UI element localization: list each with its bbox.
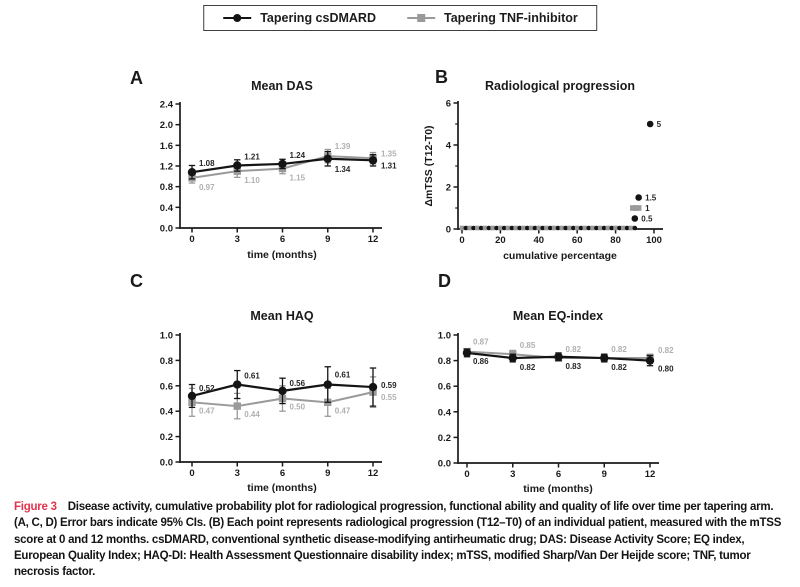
legend-item-csdmard [222,11,376,25]
svg-text:0.0: 0.0 [159,223,173,235]
svg-text:C: C [130,271,143,291]
svg-text:80: 80 [610,235,621,246]
svg-text:0.55: 0.55 [381,393,397,403]
svg-text:40: 40 [533,235,545,246]
svg-text:Radiological progression: Radiological progression [484,79,636,93]
svg-text:1.24: 1.24 [289,150,306,160]
svg-text:0.61: 0.61 [244,371,260,381]
svg-text:0.0: 0.0 [437,458,451,470]
svg-text:0.82: 0.82 [611,345,627,355]
panel-c-mean-haq-chart [100,262,420,497]
svg-text:cumulative percentage: cumulative percentage [503,250,617,262]
svg-text:0.87: 0.87 [473,337,489,347]
svg-text:20: 20 [495,235,506,246]
legend-item-tnf [406,11,578,25]
svg-text:time (months): time (months) [523,483,593,495]
svg-text:0.2: 0.2 [437,432,451,444]
svg-text:2.4: 2.4 [159,99,173,111]
svg-text:0: 0 [445,224,451,236]
chart-legend [203,5,597,31]
svg-text:1: 1 [645,204,650,213]
svg-text:time (months): time (months) [247,482,317,494]
svg-text:0.5: 0.5 [641,214,653,224]
svg-text:Mean HAQ: Mean HAQ [250,309,314,323]
svg-text:1.08: 1.08 [199,159,215,169]
svg-text:ΔmTSS (T12-T0): ΔmTSS (T12-T0) [423,125,435,207]
svg-text:B: B [435,67,448,87]
svg-text:6: 6 [279,234,286,245]
svg-text:0.8: 0.8 [437,356,451,368]
svg-text:1.5: 1.5 [645,193,657,203]
svg-text:9: 9 [325,234,331,245]
svg-text:0.6: 0.6 [437,381,451,393]
svg-text:2: 2 [445,182,451,194]
panel-b-radiological-progression-chart [420,58,760,262]
svg-text:0.50: 0.50 [289,402,306,412]
svg-text:1.2: 1.2 [159,161,173,173]
svg-text:9: 9 [325,468,331,479]
svg-text:1.15: 1.15 [289,173,306,183]
svg-text:1.39: 1.39 [334,142,351,152]
svg-text:0.82: 0.82 [611,363,627,373]
svg-text:0.4: 0.4 [159,406,173,418]
svg-text:A: A [130,68,143,88]
svg-text:0.83: 0.83 [565,361,582,371]
svg-text:1.6: 1.6 [159,140,173,152]
svg-text:1.0: 1.0 [437,330,451,342]
svg-text:0.97: 0.97 [199,182,215,192]
svg-text:0.6: 0.6 [159,381,173,393]
panel-a-mean-das-chart [100,58,420,262]
svg-text:0.82: 0.82 [658,346,674,356]
figure-caption-label: Figure 3 [14,501,57,513]
svg-text:9: 9 [601,469,607,480]
svg-text:5: 5 [656,120,662,129]
legend-label-csdmard: Tapering csDMARD [260,11,376,25]
svg-text:3: 3 [234,468,240,479]
svg-text:12: 12 [367,234,379,245]
svg-text:0: 0 [189,468,195,479]
svg-text:0.4: 0.4 [437,407,451,419]
svg-text:1.35: 1.35 [381,149,397,159]
legend-label-tnf: Tapering TNF-inhibitor [443,11,578,25]
panel-d-mean-eq-index-chart [415,262,765,497]
svg-text:6: 6 [555,469,562,480]
svg-text:6: 6 [279,468,286,479]
svg-text:1.34: 1.34 [334,164,351,174]
svg-text:12: 12 [644,469,656,480]
svg-text:3: 3 [510,469,516,480]
svg-text:time (months): time (months) [247,249,317,261]
svg-text:100: 100 [646,235,662,246]
svg-text:12: 12 [367,468,379,479]
svg-text:60: 60 [571,235,583,246]
csdmard-line-circle-icon [222,12,252,24]
svg-text:0.8: 0.8 [159,355,173,367]
svg-text:0.47: 0.47 [334,406,351,416]
svg-text:0.61: 0.61 [334,370,351,380]
svg-text:0.82: 0.82 [565,345,582,355]
svg-text:0.86: 0.86 [473,356,489,366]
svg-text:0.56: 0.56 [289,378,306,388]
svg-text:2.0: 2.0 [159,120,173,132]
svg-text:Mean DAS: Mean DAS [251,79,313,93]
svg-text:0.44: 0.44 [244,410,260,420]
svg-text:0: 0 [459,235,465,246]
tnf-line-square-icon [406,12,436,24]
svg-text:0.8: 0.8 [159,182,173,194]
svg-text:3: 3 [234,234,240,245]
svg-text:0: 0 [189,234,195,245]
svg-text:6: 6 [445,98,451,110]
svg-text:1.10: 1.10 [244,176,260,186]
svg-text:0.80: 0.80 [658,364,674,374]
svg-text:4: 4 [445,140,451,152]
svg-text:D: D [438,271,451,291]
svg-text:1.31: 1.31 [381,161,397,171]
svg-text:0.59: 0.59 [381,381,397,391]
svg-text:0.82: 0.82 [519,363,536,373]
svg-text:Mean EQ-index: Mean EQ-index [512,309,604,323]
figure-caption-text: Disease activity, cumulative probability plot for radiological progression, functional ability and quality of life over time per tapering arm. (A, C, D) Error bars indicate 95% CIs. (B) Each point represents radiological progression (T12–T0) of an individual patient, measured with the mTSS score at 0 and 12 months. csDMARD, conventional synthetic disease-modifying antirheumatic drug; DAS: Disease Activity Score; EQ index, European Quality Index; HAQ-DI: Health Assessment Questionnaire disability index; mTSS, modified Sharp/Van Der Heijde score; TNF, tumor necrosis factor. [14,501,782,579]
figure-caption [14,499,788,581]
svg-text:0.2: 0.2 [159,432,173,444]
svg-text:0: 0 [464,469,470,480]
svg-text:1.0: 1.0 [159,330,173,342]
svg-text:0.0: 0.0 [159,457,173,469]
svg-text:0.47: 0.47 [199,406,215,416]
svg-text:0.85: 0.85 [519,341,536,351]
svg-text:1.21: 1.21 [244,152,260,162]
svg-text:0.4: 0.4 [159,202,173,214]
svg-text:0.52: 0.52 [199,383,215,393]
